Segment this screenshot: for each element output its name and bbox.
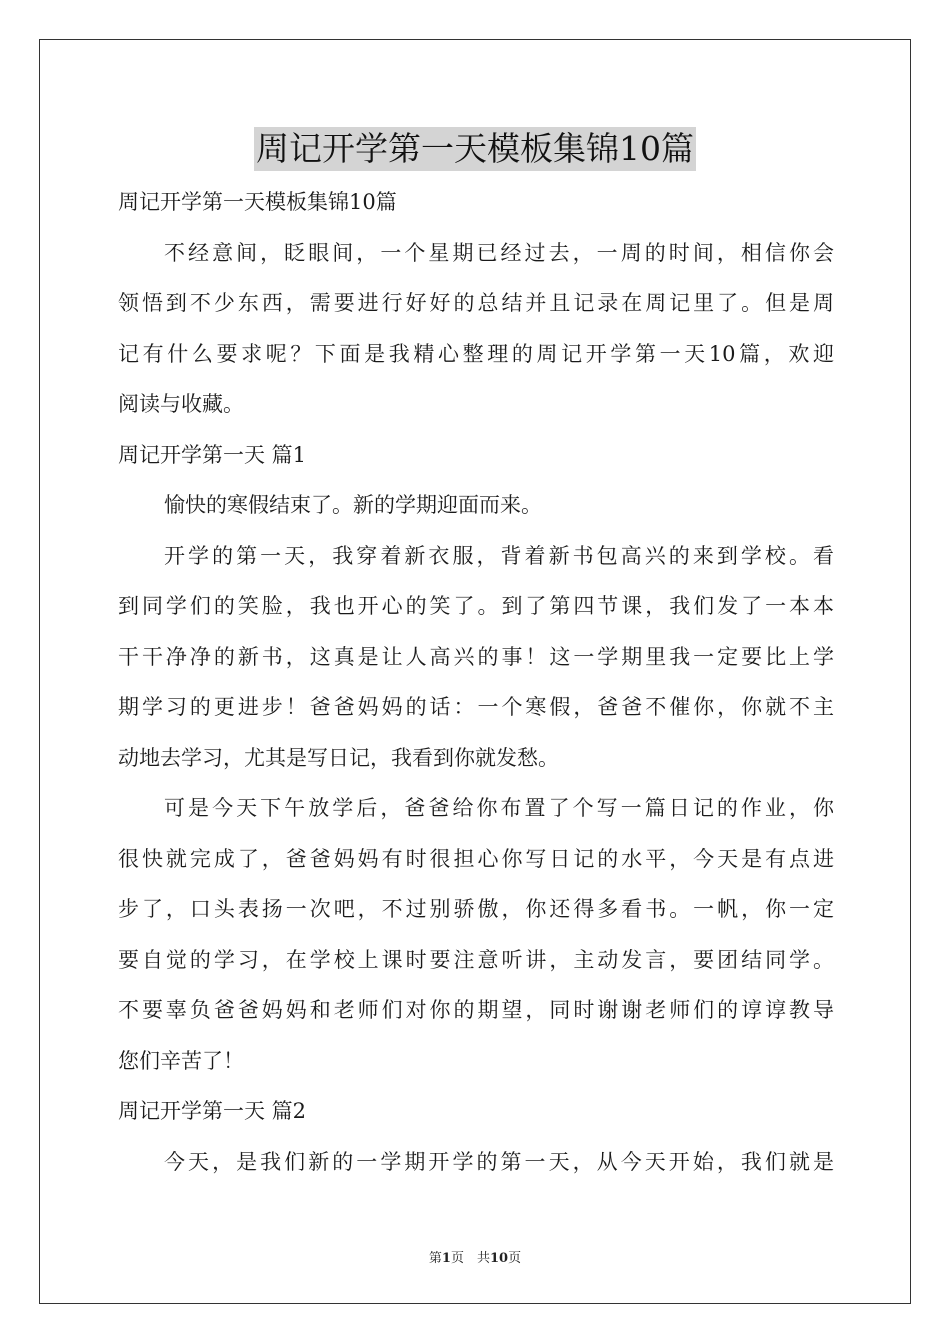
text-line: 步了，口头表扬一次吧，不过别骄傲，你还得多看书。一帆，你一定 bbox=[118, 897, 834, 921]
text-line: 期学习的更进步！爸爸妈妈的话：一个寒假，爸爸不催你，你就不主 bbox=[118, 695, 834, 719]
text-line: 周记开学第一天模板集锦10篇 bbox=[118, 190, 397, 214]
text-line: 可是今天下午放学后，爸爸给你布置了个写一篇日记的作业，你 bbox=[164, 796, 834, 820]
text-line: 周记开学第一天 篇1 bbox=[118, 442, 307, 467]
footer-suffix: 页 bbox=[508, 1251, 522, 1266]
text-line: 很快就完成了，爸爸妈妈有时很担心你写日记的水平，今天是有点进 bbox=[118, 846, 834, 871]
text-line: 干干净净的新书，这真是让人高兴的事！这一学期里我一定要比上学 bbox=[118, 644, 834, 669]
document-title: 周记开学第一天模板集锦10篇 bbox=[254, 127, 696, 171]
footer-prefix: 第 bbox=[428, 1251, 442, 1266]
text-line: 不经意间，眨眼间，一个星期已经过去，一周的时间，相信你会 bbox=[164, 240, 834, 265]
text-line: 不要辜负爸爸妈妈和老师们对你的期望，同时谢谢老师们的谆谆教导 bbox=[118, 998, 834, 1022]
text-line: 今天，是我们新的一学期开学的第一天，从今天开始，我们就是 bbox=[164, 1149, 834, 1174]
text-line: 领悟到不少东西，需要进行好好的总结并且记录在周记里了。但是周 bbox=[118, 291, 834, 315]
text-line: 愉快的寒假结束了。新的学期迎面而来。 bbox=[164, 493, 542, 517]
text-line: 阅读与收藏。 bbox=[118, 392, 244, 416]
text-line: 开学的第一天，我穿着新衣服，背着新书包高兴的来到学校。看 bbox=[164, 543, 834, 568]
text-line: 动地去学习，尤其是写日记，我看到你就发愁。 bbox=[118, 745, 559, 770]
document-body bbox=[118, 177, 834, 1187]
text-line: 到同学们的笑脸，我也开心的笑了。到了第四节课，我们发了一本本 bbox=[118, 594, 834, 618]
page-footer bbox=[0, 1247, 950, 1266]
footer-total-pages: 10 bbox=[489, 1251, 509, 1266]
text-line: 要自觉的学习，在学校上课时要注意听讲，主动发言，要团结同学。 bbox=[118, 947, 834, 972]
text-line: 周记开学第一天 篇2 bbox=[118, 1099, 307, 1123]
footer-page-number: 1 bbox=[441, 1251, 451, 1266]
title-area bbox=[0, 127, 950, 171]
text-line: 您们辛苦了！ bbox=[118, 1048, 244, 1073]
footer-mid: 页 共 bbox=[450, 1251, 490, 1266]
text-line: 记有什么要求呢？下面是我精心整理的周记开学第一天10篇，欢迎 bbox=[118, 341, 834, 366]
